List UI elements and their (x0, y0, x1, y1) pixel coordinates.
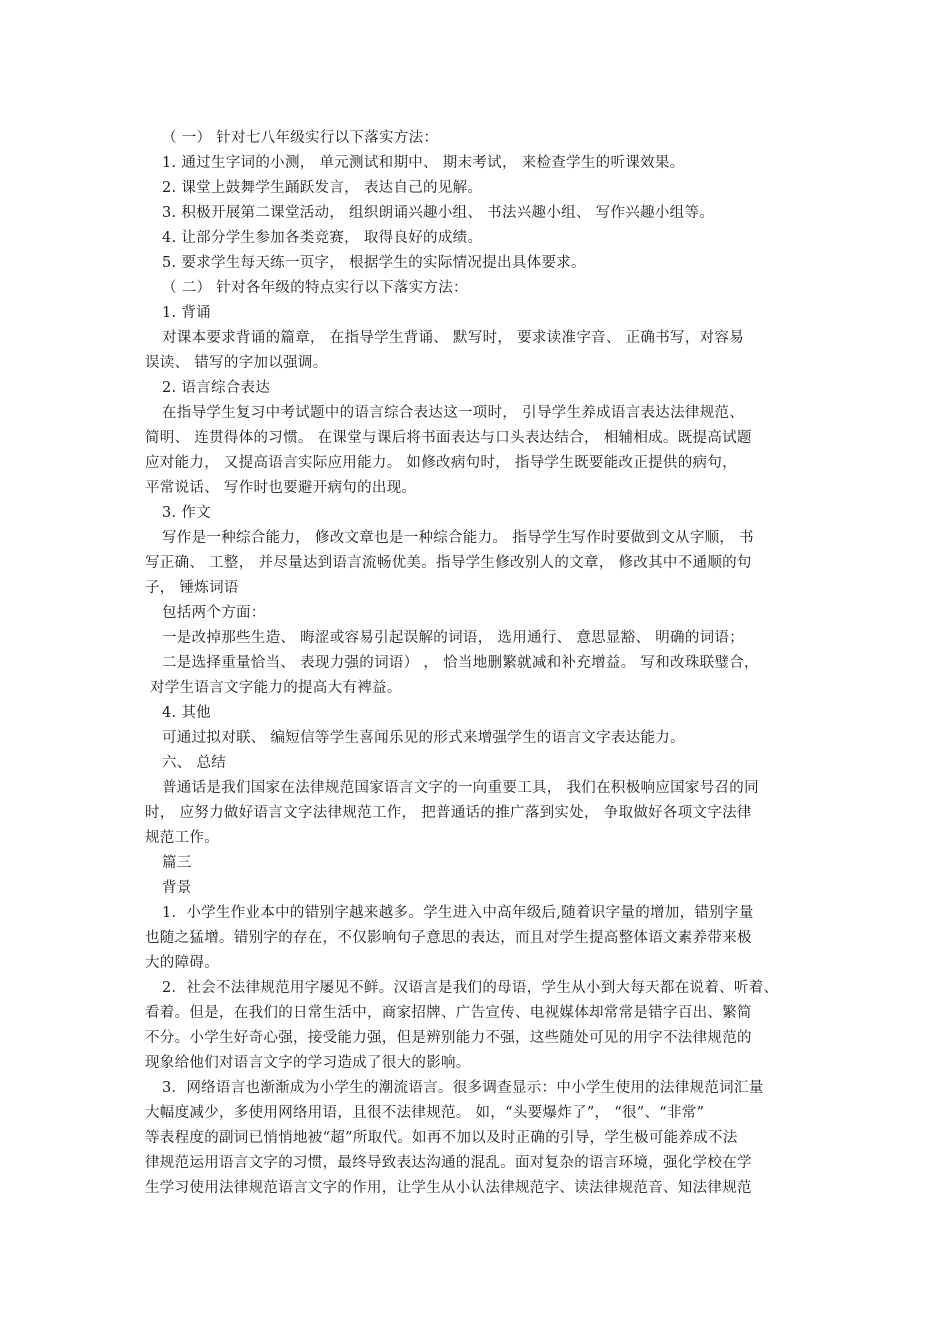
text-line: 写作是一种综合能力， 修改文章也是一种综合能力。 指导学生写作时要做到文从字顺， 书 (162, 530, 754, 546)
text-line: 1．小学生作业本中的错别字越来越多。学生进入中高年级后,随着识字量的增加，错别字量 (162, 905, 754, 921)
text-line: 1. 通过生字词的小测， 单元测试和期中、 期末考试， 来检查学生的听课效果。 (162, 155, 685, 171)
text-line: 对课本要求背诵的篇章， 在指导学生背诵、 默写时， 要求读准字音、 正确书写，对容易 (162, 330, 745, 346)
text-line: 也随之猛增。错别字的存在，不仅影响句子意思的表达，而且对学生提高整体语文素养带来极 (145, 930, 752, 946)
text-line: 六、 总结 (162, 755, 227, 771)
text-line: 包括两个方面： (162, 605, 266, 621)
text-line: 3．网络语言也渐渐成为小学生的潮流语言。很多调查显示：中小学生使用的法律规范词汇量 (162, 1080, 764, 1096)
text-line: （ 二） 针对各年级的特点实行以下落实方法： (162, 280, 468, 296)
text-line: 5. 要求学生每天练一页字， 根据学生的实际情况提出具体要求。 (162, 255, 586, 271)
text-line: 3. 作文 (162, 505, 211, 521)
text-line: 时， 应努力做好语言文字法律规范工作， 把普通话的推广落到实处， 争取做好各项文字法律 (145, 805, 752, 821)
text-line: 4. 其他 (162, 705, 211, 721)
text-line: 2. 语言综合表达 (162, 380, 271, 396)
text-line: 大的障碍。 (145, 955, 219, 971)
text-line: 应对能力， 又提高语言实际应用能力。 如修改病句时， 指导学生既要能改正提供的病句， (145, 455, 737, 471)
text-line: 4. 让部分学生参加各类竞赛， 取得良好的成绩。 (162, 230, 483, 246)
text-line: 篇三 (162, 855, 192, 871)
text-line: 平常说话、 写作时也要避开病句的出现。 (145, 480, 417, 496)
text-line: 二是选择重量恰当、 表现力强的词语） ， 恰当地删繁就减和补充增益。 写和改珠联璧合， (162, 655, 759, 671)
text-line: 一是改掉那些生造、 晦涩或容易引起误解的词语， 选用通行、 意思显豁、 明确的词语； (162, 630, 745, 646)
text-line: 背景 (162, 880, 192, 896)
text-line: 在指导学生复习中考试题中的语言综合表达这一项时， 引导学生养成语言表达法律规范、 (162, 405, 745, 421)
text-line: 生学习使用法律规范语言文字的作用，让学生从小认法律规范字、读法律规范音、知法律规范 (145, 1180, 752, 1196)
text-line: 规范工作。 (145, 830, 219, 846)
text-line: 1. 背诵 (162, 305, 211, 321)
text-line: 误读、 错写的字加以强调。 (145, 355, 328, 371)
text-line: 写正确、 工整， 并尽量达到语言流畅优美。指导学生修改别人的文章， 修改其中不通顺的句 (145, 555, 752, 571)
text-line: 现象给他们对语言文字的学习造成了很大的影响。 (145, 1055, 471, 1071)
text-line: 2. 课堂上鼓舞学生踊跃发言， 表达自己的见解。 (162, 180, 483, 196)
text-line: 律规范运用语言文字的习惯，最终导致表达沟通的混乱。面对复杂的语言环境，强化学校在学 (145, 1155, 752, 1171)
text-line: 不分。小学生好奇心强，接受能力强，但是辨别能力不强，这些随处可见的用字不法律规范的 (145, 1030, 752, 1046)
text-line: 等表程度的副词已悄悄地被“超”所取代。如再不加以及时正确的引导，学生极可能养成不法 (145, 1130, 738, 1146)
text-line: 3. 积极开展第二课堂活动， 组织朗诵兴趣小组、 书法兴趣小组、 写作兴趣小组等。 (162, 205, 715, 221)
text-line: 简明、 连贯得体的习惯。 在课堂与课后将书面表达与口头表达结合， 相辅相成。既提高试题 (145, 430, 752, 446)
text-line: 子， 锤炼词语 (145, 580, 239, 596)
text-line: 2．社会不法律规范用字屡见不鲜。汉语言是我们的母语，学生从小到大每天都在说着、听着、 (162, 980, 779, 996)
text-line: 大幅度减少，多使用网络用语，且很不法律规范。 如，“头要爆炸了”， “很”、“非常” (145, 1105, 705, 1121)
text-line: 看着。但是，在我们的日常生活中，商家招牌、广告宣传、电视媒体却常常是错字百出、繁简 (145, 1005, 752, 1021)
text-line: 可通过拟对联、 编短信等学生喜闻乐见的形式来增强学生的语言文字表达能力。 (162, 730, 685, 746)
text-line: 对学生语言文字能力的提高大有裨益。 (150, 680, 402, 696)
text-line: 普通话是我们国家在法律规范国家语言文字的一向重要工具， 我们在积极响应国家号召的同 (162, 780, 759, 796)
text-line: （ 一） 针对七八年级实行以下落实方法： (162, 130, 439, 146)
